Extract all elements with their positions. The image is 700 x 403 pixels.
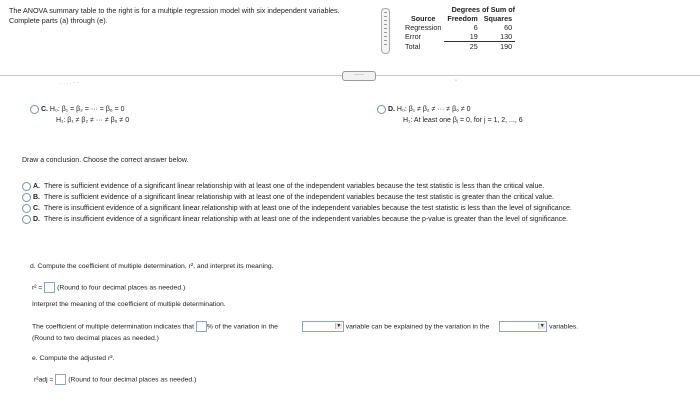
percent-input[interactable]: [196, 321, 207, 332]
option-d-letter: D.: [387, 106, 395, 113]
option-c-h1: H₁: β₁ ≠ β₂ ≠ ··· ≠ β₆ ≠ 0: [56, 117, 130, 124]
option-c-radio[interactable]: [22, 204, 31, 213]
option-text: There is sufficient evidence of a significant linear relationship with at least one of the independent variables because the test statistic is less than the critical value.: [43, 183, 545, 190]
conclusion-options: [22, 181, 572, 225]
table-row: [402, 42, 515, 52]
problem-intro: The ANOVA summary table to the right is for a multiple regression model with six independent variables. Complete parts (a) through (e).: [9, 6, 340, 25]
option-text: There is insufficient evidence of a significant linear relationship with at least one of the independent variables because the p-value is greater than the level of significance.: [43, 216, 568, 223]
anova-header-top: Degrees of Sum of: [451, 5, 516, 14]
r2adj-lhs: r²adj =: [34, 376, 54, 384]
expand-button[interactable]: ·····: [342, 71, 376, 81]
sentence-part-3: variable can be explained by the variation in the: [345, 323, 490, 331]
option-c-letter: C.: [40, 106, 48, 113]
option-d-radio[interactable]: [377, 105, 386, 114]
r2-input[interactable]: [44, 282, 55, 293]
table-scroll-handle[interactable]: [381, 8, 390, 54]
dependent-variable-select[interactable]: [302, 321, 344, 332]
anova-col-ss: Squares: [483, 14, 513, 23]
sentence-part-2: % of the variation in the: [206, 323, 278, 331]
anova-source: Regression: [405, 23, 442, 32]
option-c-h0: H₀: β₁ = β₂ = ··· = β₆ = 0: [49, 106, 125, 113]
r2-lhs: r² =: [32, 284, 43, 292]
chevron-down-icon: ▼: [336, 323, 342, 329]
option-c-hypotheses[interactable]: [30, 104, 129, 126]
option-text: There is sufficient evidence of a significant linear relationship with at least one of the independent variables because the test statistic is greater than the critical value.: [43, 194, 554, 201]
independent-variables-select[interactable]: [499, 321, 547, 332]
sentence-hint: (Round to two decimal places as needed.): [32, 335, 159, 342]
anova-source: Error: [405, 32, 421, 42]
option-b-radio[interactable]: [22, 193, 31, 202]
r2-hint: (Round to four decimal places as needed.): [57, 284, 186, 292]
conclusion-option-c[interactable]: [22, 203, 572, 214]
r2-answer-row: [32, 282, 185, 293]
option-d-h0: H₀: β₁ ≠ β₂ ≠ ··· ≠ β₆ ≠ 0: [396, 106, 471, 113]
conclusion-option-d[interactable]: [22, 214, 572, 225]
interpret-sentence: [32, 321, 578, 332]
part-d-label: d. Compute the coefficient of multiple determination, r², and interpret its meaning.: [30, 263, 274, 270]
sentence-part-1: The coefficient of multiple determination indicates that: [32, 323, 194, 331]
option-a-radio[interactable]: [22, 182, 31, 191]
option-letter: A.: [32, 183, 40, 190]
anova-df: 19: [444, 32, 480, 42]
anova-col-df: Freedom: [447, 14, 478, 23]
option-letter: B.: [32, 194, 40, 201]
truncated-text-right: ′′: [455, 80, 458, 86]
option-d-h1: H₁: At least one βⱼ = 0, for j = 1, 2, ..., 6: [403, 117, 523, 124]
anova-col-source: Source: [410, 14, 436, 23]
table-row: [402, 32, 515, 42]
anova-source: Total: [405, 41, 421, 51]
anova-ss: 190: [500, 42, 513, 51]
conclusion-option-b[interactable]: [22, 192, 572, 203]
option-c-radio[interactable]: [30, 105, 39, 114]
r2adj-answer-row: [34, 374, 196, 385]
chevron-down-icon: ▼: [539, 323, 545, 329]
table-row: [402, 23, 515, 32]
interpret-prompt: Interpret the meaning of the coefficient of multiple determination.: [32, 301, 226, 308]
conclusion-prompt: Draw a conclusion. Choose the correct answer below.: [22, 157, 189, 164]
anova-df: 6: [473, 23, 478, 32]
anova-df: 25: [469, 42, 478, 51]
anova-table: [402, 5, 515, 51]
option-letter: D.: [32, 216, 40, 223]
r2adj-hint: (Round to four decimal places as needed.): [68, 376, 197, 384]
option-d-hypotheses[interactable]: [377, 104, 523, 126]
conclusion-option-a[interactable]: [22, 181, 572, 192]
sentence-part-4: variables.: [549, 323, 579, 331]
truncated-text-left: . . . . - -: [60, 80, 79, 86]
r2adj-input[interactable]: [55, 374, 66, 385]
option-text: There is insufficient evidence of a significant linear relationship with at least one of the independent variables because the test statistic is less than the level of significance.: [43, 205, 572, 212]
option-letter: C.: [32, 205, 40, 212]
anova-ss: 60: [504, 23, 513, 32]
anova-ss: 130: [481, 32, 515, 42]
part-e-label: e. Compute the adjusted r².: [32, 355, 115, 362]
option-d-radio[interactable]: [22, 215, 31, 224]
